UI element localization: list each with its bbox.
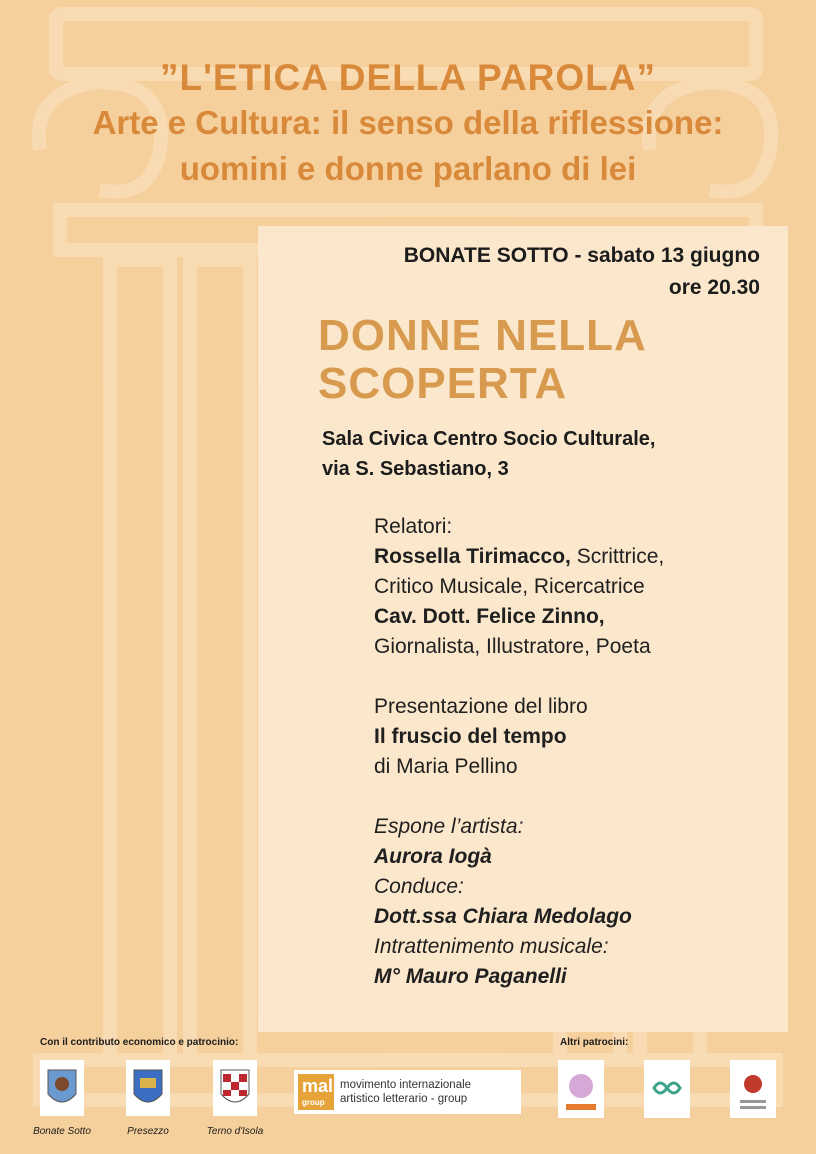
mal-logo-mark: mal [302,1076,334,1096]
venue-line1: Sala Civica Centro Socio Culturale, [322,428,656,450]
mal-logo-sub: group [302,1098,325,1107]
event-date-line1: BONATE SOTTO - sabato 13 giugno [403,244,760,267]
speaker-2-role: Giornalista, Illustratore, Poeta [374,635,651,658]
patronage-logo-2-icon [644,1060,690,1118]
event-title-line1: DONNE NELLA [318,311,647,360]
music-name [374,962,632,992]
event-title-line2: SCOPERTA [318,359,568,408]
patronage-logo-1-icon [558,1060,604,1118]
book-title-text: Il fruscio del tempo [374,725,567,748]
speaker-2-name: Cav. Dott. Felice Zinno, [374,605,605,628]
host-name [374,902,632,932]
mal-group-logo [294,1070,521,1114]
town-caption-2: Presezzo [127,1126,169,1137]
book-block [374,692,588,782]
bonate-sotto-crest-icon [40,1060,84,1116]
mal-logo-icon [298,1074,334,1110]
book-label: Presentazione del libro [374,695,588,718]
sponsor-label: Con il contributo economico e patrocinio: [40,1037,239,1048]
music-label: Intrattenimento musicale: [374,935,609,958]
mal-text [340,1078,471,1106]
other-patronage-label: Altri patrocini: [560,1037,629,1048]
artist-name-text: Aurora Iogà [374,845,492,868]
artist-name [374,842,632,872]
speaker-1-role: Scrittrice, [570,545,665,568]
series-title: ”L'ETICA DELLA PAROLA” [159,57,656,98]
town-caption-3: Terno d'Isola [206,1126,264,1137]
credits-block [374,812,632,992]
artist-label: Espone l’artista: [374,815,524,838]
speaker-2 [374,602,664,632]
event-time: ore 20.30 [668,276,760,299]
music-name-text: M° Mauro Paganelli [374,965,567,988]
host-label: Conduce: [374,875,464,898]
header [0,56,816,192]
venue [322,424,655,484]
venue-line2: via S. Sebastiano, 3 [322,458,509,480]
host-name-text: Dott.ssa Chiara Medolago [374,905,632,928]
speaker-1 [374,542,664,572]
mal-line1: movimento internazionale [340,1079,472,1091]
series-subtitle-line2: uomini e donne parlano di lei [179,150,637,187]
presezzo-crest-icon [126,1060,170,1116]
speaker-1-name: Rossella Tirimacco, [374,545,571,568]
mal-line2: artistico letterario - group [340,1093,468,1105]
patronage-logo-3-icon [730,1060,776,1118]
event-title [318,312,647,408]
series-subtitle-line1: Arte e Cultura: il senso della riflessione: [92,104,724,141]
speakers-label: Relatori: [374,515,453,538]
event-date [404,240,760,304]
speakers-block [374,512,664,662]
town-caption-1: Bonate Sotto [33,1126,91,1137]
terno-disola-crest-icon [213,1060,257,1116]
speaker-1-role-line2: Critico Musicale, Ricercatrice [374,575,645,598]
book-title [374,722,588,752]
book-author: di Maria Pellino [374,755,518,778]
